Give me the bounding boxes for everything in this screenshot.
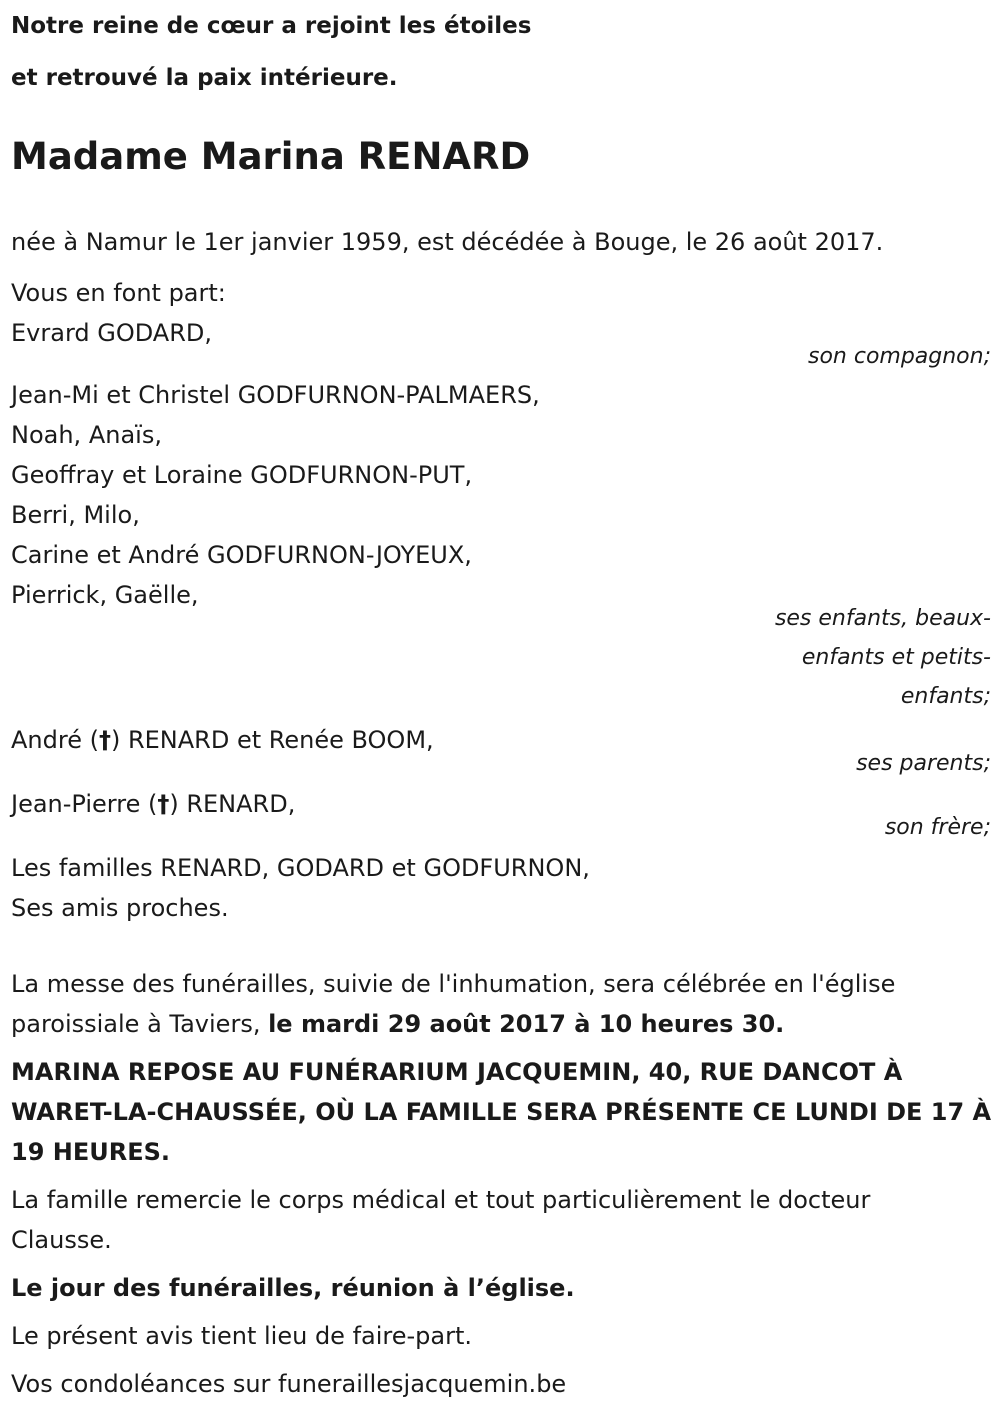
announce-text: Vous en font part: bbox=[11, 279, 226, 307]
condolences-info: Vos condoléances sur funeraillesjacquemin.be bbox=[11, 1370, 567, 1398]
mass-line-1: La messe des funérailles, suivie de l'inhumation, sera célébrée en l'église bbox=[11, 970, 896, 998]
parents-role: ses parents; bbox=[856, 751, 991, 776]
birth-death-text: née à Namur le 1er janvier 1959, est décédée à Bouge, le 26 août 2017. bbox=[11, 228, 884, 256]
cross-icon: † bbox=[98, 726, 111, 754]
mass-date: le mardi 29 août 2017 à 10 heures 30. bbox=[268, 1010, 785, 1038]
funeral-details bbox=[11, 964, 991, 1404]
families-line: Les familles RENARD, GODARD et GODFURNON, bbox=[11, 854, 590, 882]
deceased-name: Madame Marina RENARD bbox=[11, 135, 531, 178]
companion-name: Evrard GODARD, bbox=[11, 319, 212, 347]
companion-role: son compagnon; bbox=[807, 344, 991, 369]
list-item: Carine et André GODFURNON-JOYEUX, bbox=[11, 541, 472, 569]
list-item: Noah, Anaïs, bbox=[11, 421, 162, 449]
children-role: ses enfants, beaux-enfants et petits-enfants; bbox=[774, 606, 991, 709]
friends-line: Ses amis proches. bbox=[11, 894, 229, 922]
thanks-line-1: La famille remercie le corps médical et tout particulièrement le docteur bbox=[11, 1186, 871, 1214]
cross-icon: † bbox=[157, 790, 170, 818]
notice-info: Le présent avis tient lieu de faire-part. bbox=[11, 1322, 473, 1350]
meeting-info: Le jour des funérailles, réunion à l’église. bbox=[11, 1274, 575, 1302]
brother-role: son frère; bbox=[884, 815, 991, 840]
thanks-line-2: Clausse. bbox=[11, 1226, 112, 1254]
list-item: Geoffray et Loraine GODFURNON-PUT, bbox=[11, 461, 473, 489]
parents-text-after: ) RENARD et Renée BOOM, bbox=[110, 726, 434, 754]
family-list bbox=[11, 273, 991, 928]
verse-line-1: Notre reine de cœur a rejoint les étoiles bbox=[11, 13, 532, 39]
rest-line-1: MARINA REPOSE AU FUNÉRARIUM JACQUEMIN, 40, RUE DANCOT À bbox=[11, 1058, 903, 1086]
thanks-info bbox=[11, 1180, 991, 1260]
children-list bbox=[11, 375, 991, 615]
rest-line-3: 19 HEURES. bbox=[11, 1138, 170, 1166]
mass-place: paroissiale à Taviers, bbox=[11, 1010, 269, 1038]
mass-info bbox=[11, 964, 991, 1044]
rest-info bbox=[11, 1052, 991, 1172]
mass-line-2 bbox=[11, 1004, 991, 1044]
parents-text-before: André ( bbox=[11, 726, 99, 754]
list-item: Pierrick, Gaëlle, bbox=[11, 581, 199, 609]
list-item: Berri, Milo, bbox=[11, 501, 140, 529]
verse bbox=[11, 0, 991, 104]
rest-line-2: WARET-LA-CHAUSSÉE, OÙ LA FAMILLE SERA PRÉSENTE CE LUNDI DE 17 À bbox=[11, 1098, 992, 1126]
list-item: Jean-Mi et Christel GODFURNON-PALMAERS, bbox=[11, 381, 540, 409]
verse-line-2: et retrouvé la paix intérieure. bbox=[11, 65, 398, 91]
birth-death-line bbox=[11, 222, 991, 262]
brother-text-after: ) RENARD, bbox=[169, 790, 296, 818]
brother-text-before: Jean-Pierre ( bbox=[11, 790, 158, 818]
